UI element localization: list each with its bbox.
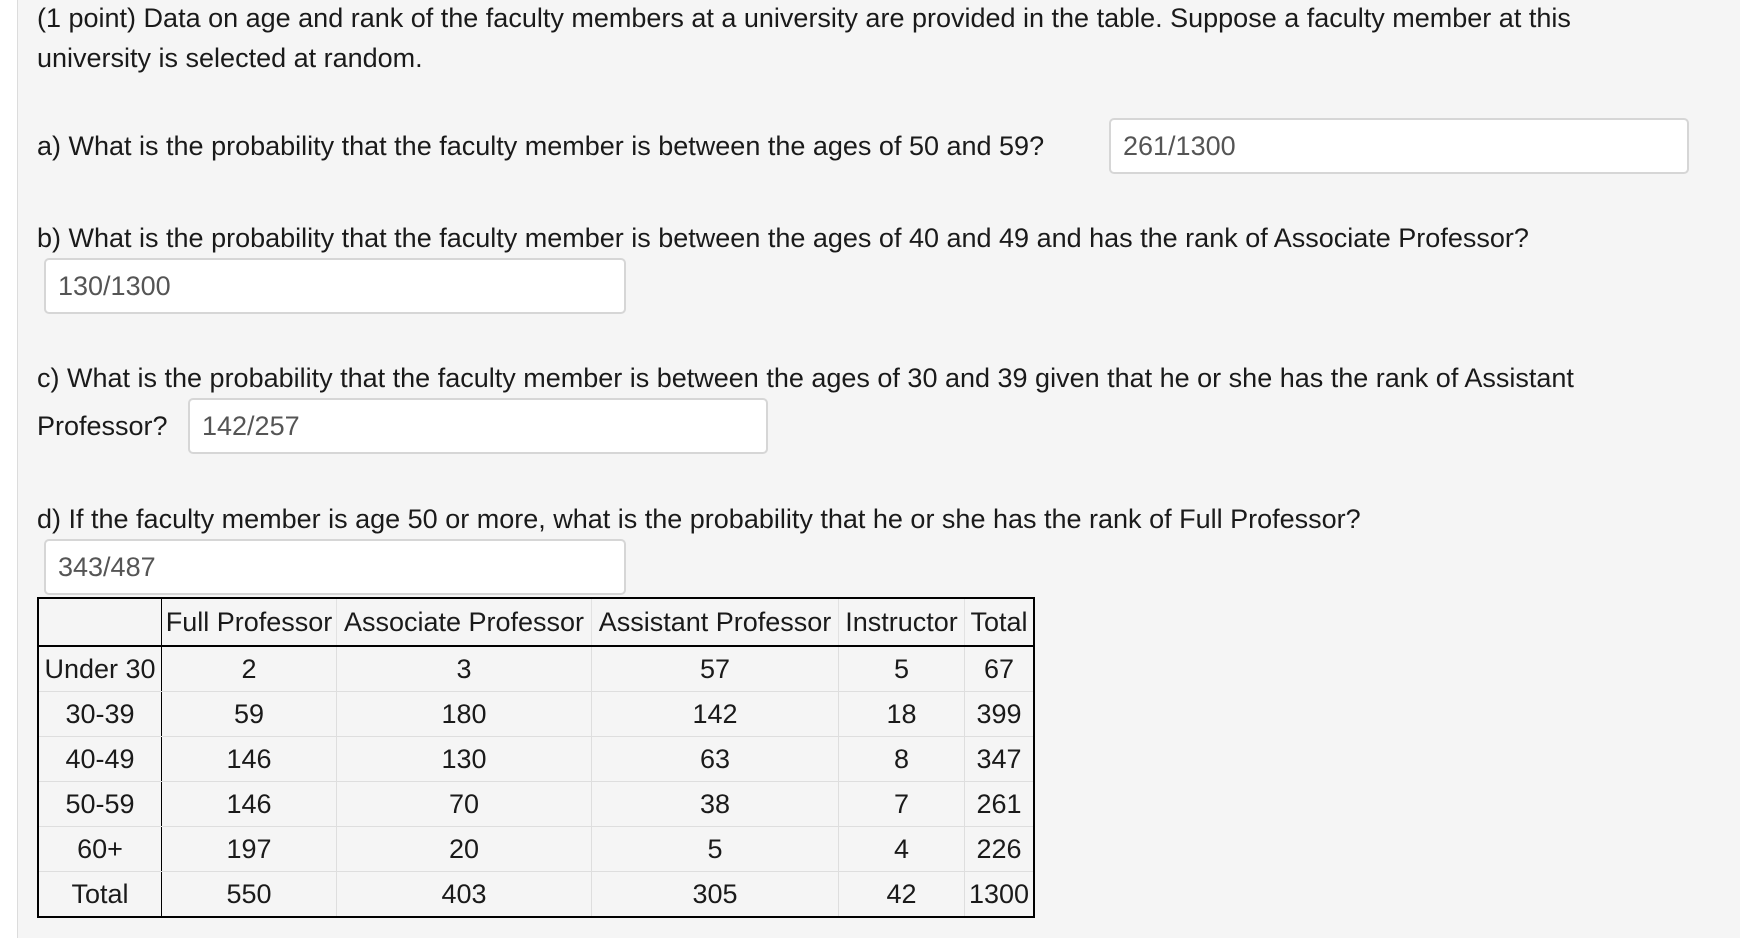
table-row [38,782,1034,827]
row-label: 50-59 [38,782,162,827]
intro-text-line-1: (1 point) Data on age and rank of the faculty members at a university are provided in the table. Suppose a faculty member at this [37,3,1571,33]
table-cell: 197 [162,827,337,872]
table-cell: 550 [162,872,337,918]
table-cell: 5 [839,646,965,692]
table-cell: 63 [592,737,839,782]
column-header-assistant-professor: Assistant Professor [592,598,839,646]
table-cell: 180 [337,692,592,737]
table-cell: 142 [592,692,839,737]
row-label: 30-39 [38,692,162,737]
table-cell: 1300 [965,872,1035,918]
table-cell: 5 [592,827,839,872]
row-label: Under 30 [38,646,162,692]
table-cell: 18 [839,692,965,737]
table-cell: 3 [337,646,592,692]
table-row [38,646,1034,692]
table-cell: 2 [162,646,337,692]
question-c-answer-input[interactable] [188,398,768,454]
table-cell: 146 [162,782,337,827]
table-cell: 226 [965,827,1035,872]
table-cell: 130 [337,737,592,782]
table-cell: 42 [839,872,965,918]
table-cell: 399 [965,692,1035,737]
table-row [38,827,1034,872]
table-cell: 261 [965,782,1035,827]
question-a-prompt: a) What is the probability that the faculty member is between the ages of 50 and 59? [37,131,1045,161]
table-cell: 146 [162,737,337,782]
question-a-answer-input[interactable] [1109,118,1689,174]
question-d-prompt: d) If the faculty member is age 50 or more, what is the probability that he or she has the rank of Full Professor? [37,504,1361,534]
table-cell: 38 [592,782,839,827]
table-row [38,737,1034,782]
question-d-answer-input[interactable] [44,539,626,595]
column-header-full-professor: Full Professor [162,598,337,646]
table-cell: 403 [337,872,592,918]
table-cell: 20 [337,827,592,872]
row-label: 60+ [38,827,162,872]
table-cell: 57 [592,646,839,692]
table-row [38,872,1034,918]
question-c-prompt-line-2: Professor? [37,411,168,441]
column-header-instructor: Instructor [839,598,965,646]
table-corner-cell [38,598,162,646]
table-cell: 7 [839,782,965,827]
question-c-prompt-line-1: c) What is the probability that the faculty member is between the ages of 30 and 39 given that he or she has the rank of Assistant [37,363,1574,393]
column-header-total: Total [965,598,1035,646]
table-cell: 347 [965,737,1035,782]
table-header-row [38,598,1034,646]
faculty-data-table [37,597,1035,918]
table-cell: 59 [162,692,337,737]
column-header-associate-professor: Associate Professor [337,598,592,646]
intro-text-line-2: university is selected at random. [37,43,423,73]
table-cell: 70 [337,782,592,827]
question-b-prompt: b) What is the probability that the faculty member is between the ages of 40 and 49 and has the rank of Associate Professor? [37,223,1529,253]
row-label: Total [38,872,162,918]
table-cell: 8 [839,737,965,782]
table-cell: 67 [965,646,1035,692]
table-row [38,692,1034,737]
question-b-answer-input[interactable] [44,258,626,314]
table-cell: 4 [839,827,965,872]
table-cell: 305 [592,872,839,918]
row-label: 40-49 [38,737,162,782]
